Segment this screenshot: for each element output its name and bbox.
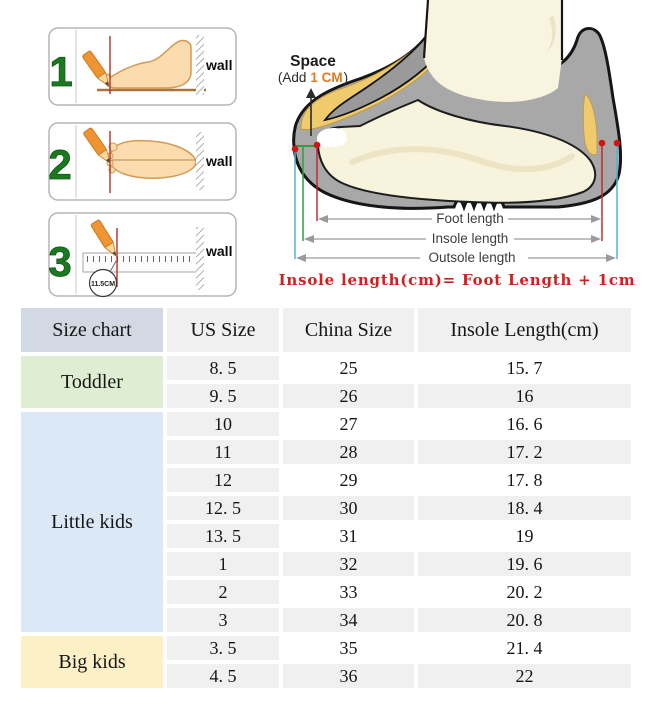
size-chart-table <box>17 304 635 692</box>
china-size-cell: 31 <box>283 524 414 548</box>
arrow-up-icon <box>306 88 316 98</box>
marker-dot <box>614 140 621 147</box>
marker-dot <box>314 142 321 149</box>
space-sub-prefix: (Add <box>277 70 307 85</box>
table-row <box>21 412 631 436</box>
leg-shape <box>424 0 562 102</box>
insole-length-cell: 16 <box>418 384 631 408</box>
column-header: Insole Length(cm) <box>418 308 631 352</box>
space-sub-value: 1 CM <box>310 70 343 85</box>
measurement-diagram <box>0 0 662 302</box>
step-2-number: 2 <box>48 141 72 188</box>
us-size-cell: 13. 5 <box>167 524 279 548</box>
insole-length-label: Insole length <box>431 231 509 246</box>
insole-length-cell: 17. 8 <box>418 468 631 492</box>
china-size-cell: 32 <box>283 552 414 576</box>
us-size-cell: 2 <box>167 580 279 604</box>
step-1-number: 1 <box>49 48 73 95</box>
china-size-cell: 33 <box>283 580 414 604</box>
step-3-number: 3 <box>48 238 72 285</box>
arrow-left-icon <box>318 215 328 223</box>
step-3-panel <box>48 213 236 297</box>
insole-length-cell: 20. 8 <box>418 608 631 632</box>
outsole-length-label: Outsole length <box>428 250 516 265</box>
space-sublabel <box>278 70 348 85</box>
step-2-panel <box>48 123 236 200</box>
column-header: Size chart <box>21 308 163 352</box>
insole-length-cell: 19 <box>418 524 631 548</box>
marker-dot <box>292 146 299 153</box>
china-size-cell: 27 <box>283 412 414 436</box>
china-size-cell: 28 <box>283 440 414 464</box>
group-label-little-kids: Little kids <box>21 412 163 632</box>
ruler-icon <box>83 253 198 272</box>
us-size-cell: 8. 5 <box>167 356 279 380</box>
insole-length-cell: 15. 7 <box>418 356 631 380</box>
wall-label: wall <box>206 153 233 169</box>
column-header: China Size <box>283 308 414 352</box>
foot-length-label: Foot length <box>436 211 504 226</box>
insole-length-cell: 22 <box>418 664 631 688</box>
china-size-cell: 35 <box>283 636 414 660</box>
wall-hatch <box>196 132 204 190</box>
wall-hatch <box>196 227 204 290</box>
us-size-cell: 4. 5 <box>167 664 279 688</box>
insole-length-cell: 21. 4 <box>418 636 631 660</box>
china-size-cell: 36 <box>283 664 414 688</box>
insole-formula-text: Insole length(cm)= Foot Length + 1cm <box>278 271 636 289</box>
shoe-cross-section <box>294 0 621 208</box>
insole-length-cell: 19. 6 <box>418 552 631 576</box>
us-size-cell: 1 <box>167 552 279 576</box>
us-size-cell: 3 <box>167 608 279 632</box>
wall-label: wall <box>206 57 233 73</box>
us-size-cell: 11 <box>167 440 279 464</box>
us-size-cell: 3. 5 <box>167 636 279 660</box>
marker-dot <box>599 140 606 147</box>
us-size-cell: 12 <box>167 468 279 492</box>
ruler-reading-value: 11.5CM <box>90 281 116 288</box>
table-row <box>21 636 631 660</box>
us-size-cell: 10 <box>167 412 279 436</box>
table-row <box>21 356 631 380</box>
china-size-cell: 34 <box>283 608 414 632</box>
space-label: Space <box>290 53 336 70</box>
column-header: US Size <box>167 308 279 352</box>
step-1-panel <box>49 28 236 105</box>
arrow-left-icon <box>304 235 314 243</box>
insole-length-cell: 17. 2 <box>418 440 631 464</box>
insole-length-cell: 16. 6 <box>418 412 631 436</box>
china-size-cell: 26 <box>283 384 414 408</box>
group-label-toddler: Toddler <box>21 356 163 408</box>
group-label-big-kids: Big kids <box>21 636 163 688</box>
china-size-cell: 29 <box>283 468 414 492</box>
space-sub-suffix: ) <box>343 70 349 85</box>
us-size-cell: 12. 5 <box>167 496 279 520</box>
insole-length-cell: 18. 4 <box>418 496 631 520</box>
insole-length-cell: 20. 2 <box>418 580 631 604</box>
arrow-right-icon <box>591 215 601 223</box>
wall-hatch <box>196 35 204 95</box>
arrow-right-icon <box>591 235 601 243</box>
us-size-cell: 9. 5 <box>167 384 279 408</box>
wall-label: wall <box>206 243 233 259</box>
china-size-cell: 30 <box>283 496 414 520</box>
arrow-left-icon <box>296 254 306 262</box>
china-size-cell: 25 <box>283 356 414 380</box>
arrow-right-icon <box>606 254 616 262</box>
